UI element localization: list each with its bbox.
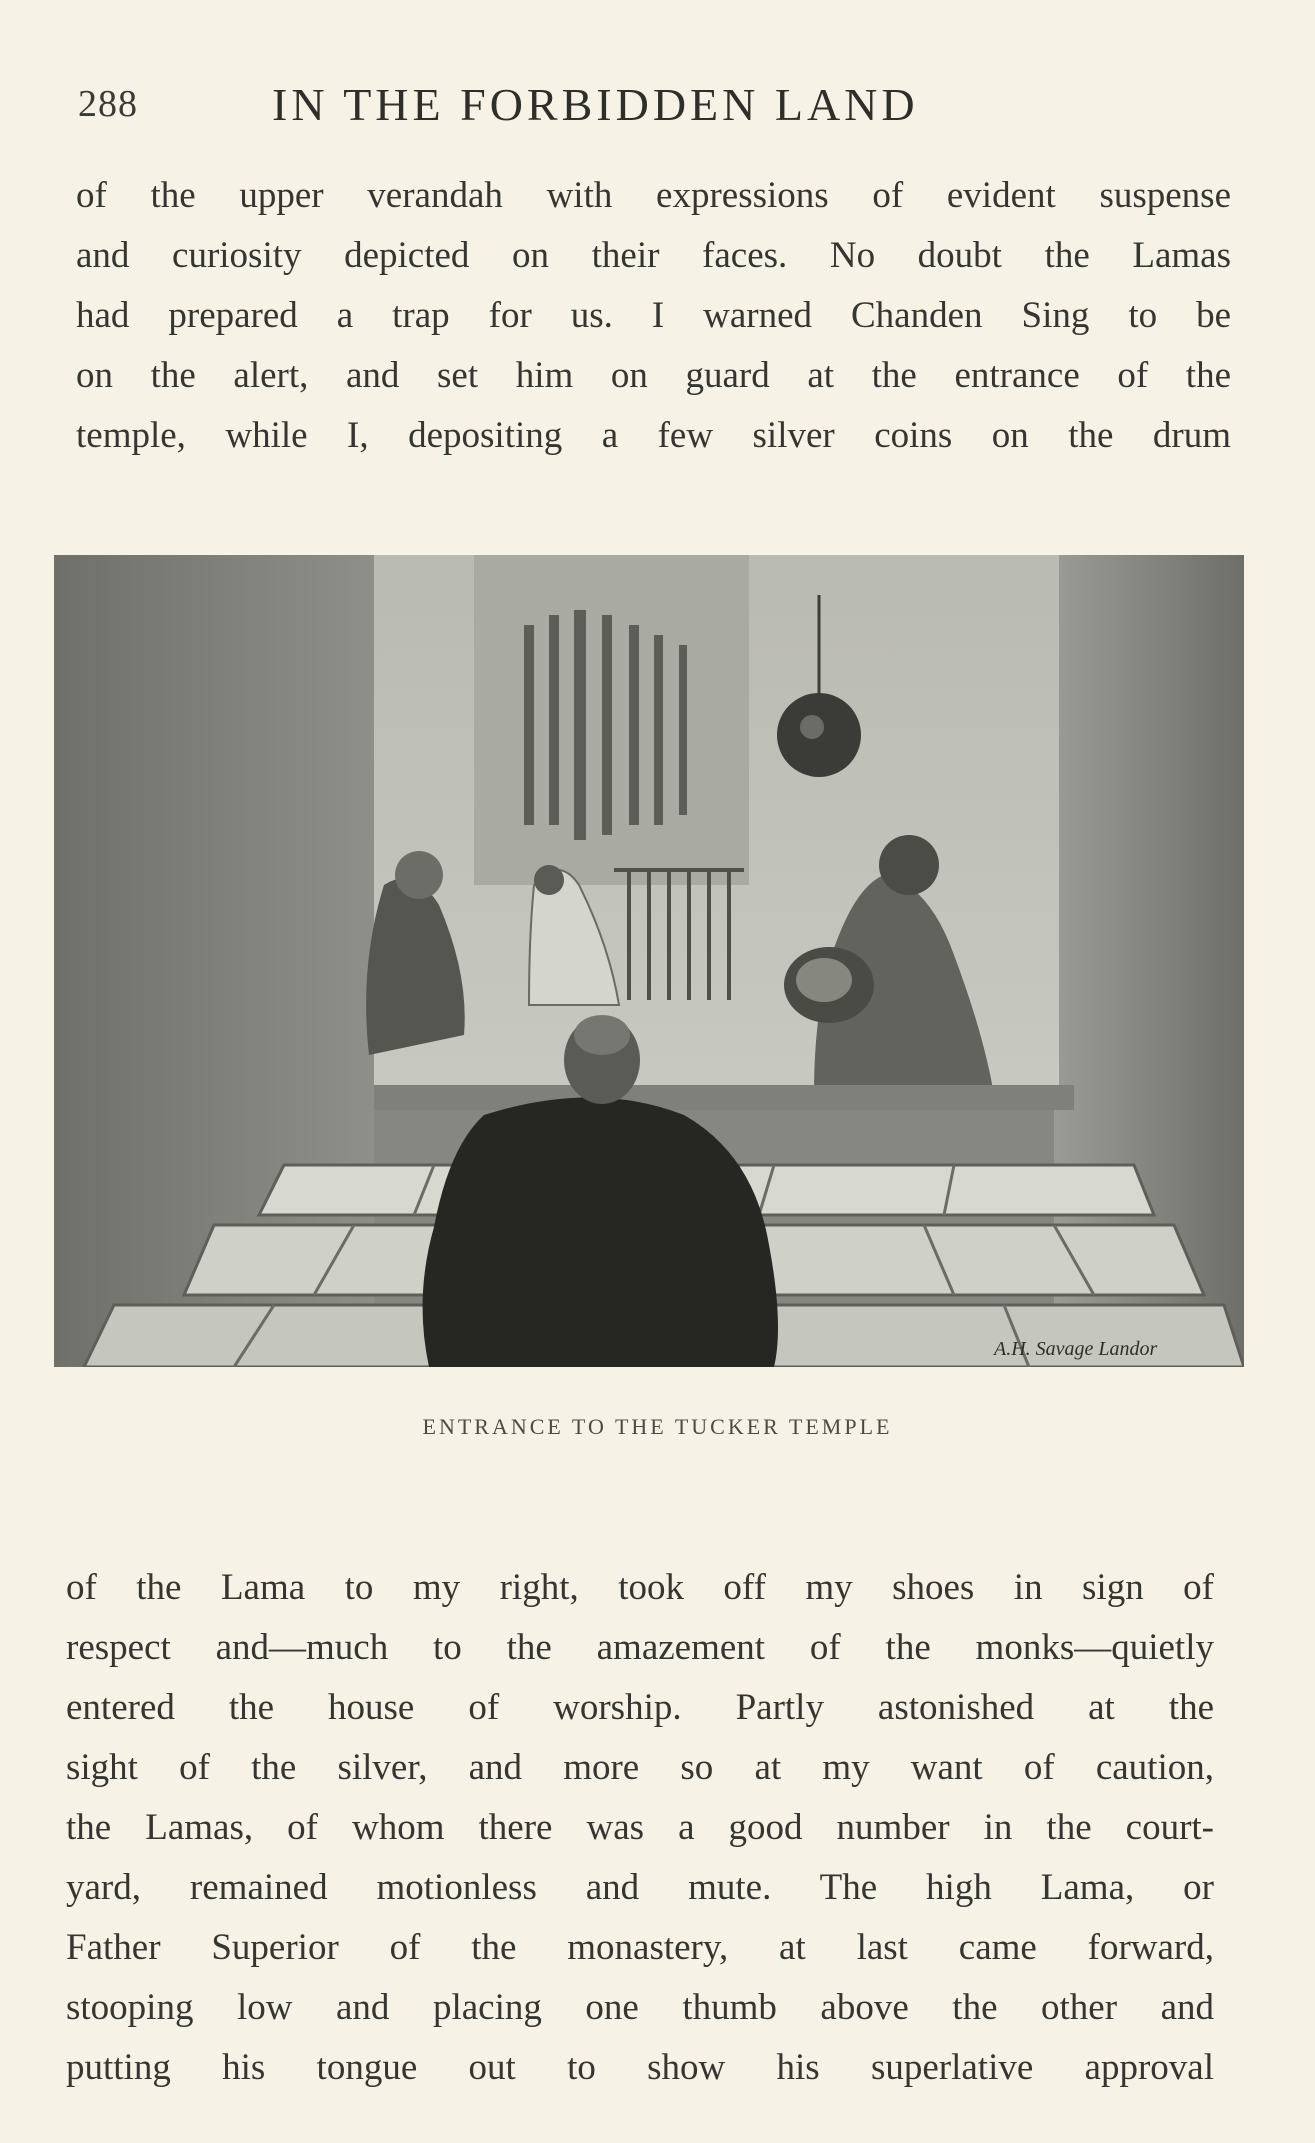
text-line: respect and—much to the amazement of the monks—quietly (66, 1627, 1214, 1668)
temple-entrance-illustration (54, 555, 1244, 1367)
text-line: of the Lama to my right, took off my shoes in sign of (66, 1567, 1214, 1608)
text-line: the Lamas, of whom there was a good number in the court- (66, 1807, 1214, 1848)
text-line: putting his tongue out to show his superlative approval (66, 2047, 1214, 2088)
paragraph-bottom (66, 1558, 1214, 2098)
text-line: on the alert, and set him on guard at the entrance of the (76, 355, 1231, 396)
figure-caption: ENTRANCE TO THE TUCKER TEMPLE (422, 1414, 893, 1439)
page-header (78, 78, 1058, 138)
text-line: of the upper verandah with expressions of evident suspense (76, 175, 1231, 216)
running-title: IN THE FORBIDDEN LAND (272, 79, 919, 130)
text-line: stooping low and placing one thumb above the other and (66, 1987, 1214, 2028)
text-line: Father Superior of the monastery, at last came forward, (66, 1927, 1214, 1968)
text-line: sight of the silver, and more so at my want of caution, (66, 1747, 1214, 1788)
text-line: had prepared a trap for us. I warned Chanden Sing to be (76, 295, 1231, 336)
paragraph-top (76, 166, 1231, 466)
page-number: 288 (78, 83, 138, 125)
text-line: and curiosity depicted on their faces. No doubt the Lamas (76, 235, 1231, 276)
text-line: entered the house of worship. Partly astonished at the (66, 1687, 1214, 1728)
text-line: yard, remained motionless and mute. The high Lama, or (66, 1867, 1214, 1908)
text-line: temple, while I, depositing a few silver coins on the drum (76, 415, 1231, 456)
artist-signature: A.H. Savage Landor (994, 1338, 1158, 1360)
